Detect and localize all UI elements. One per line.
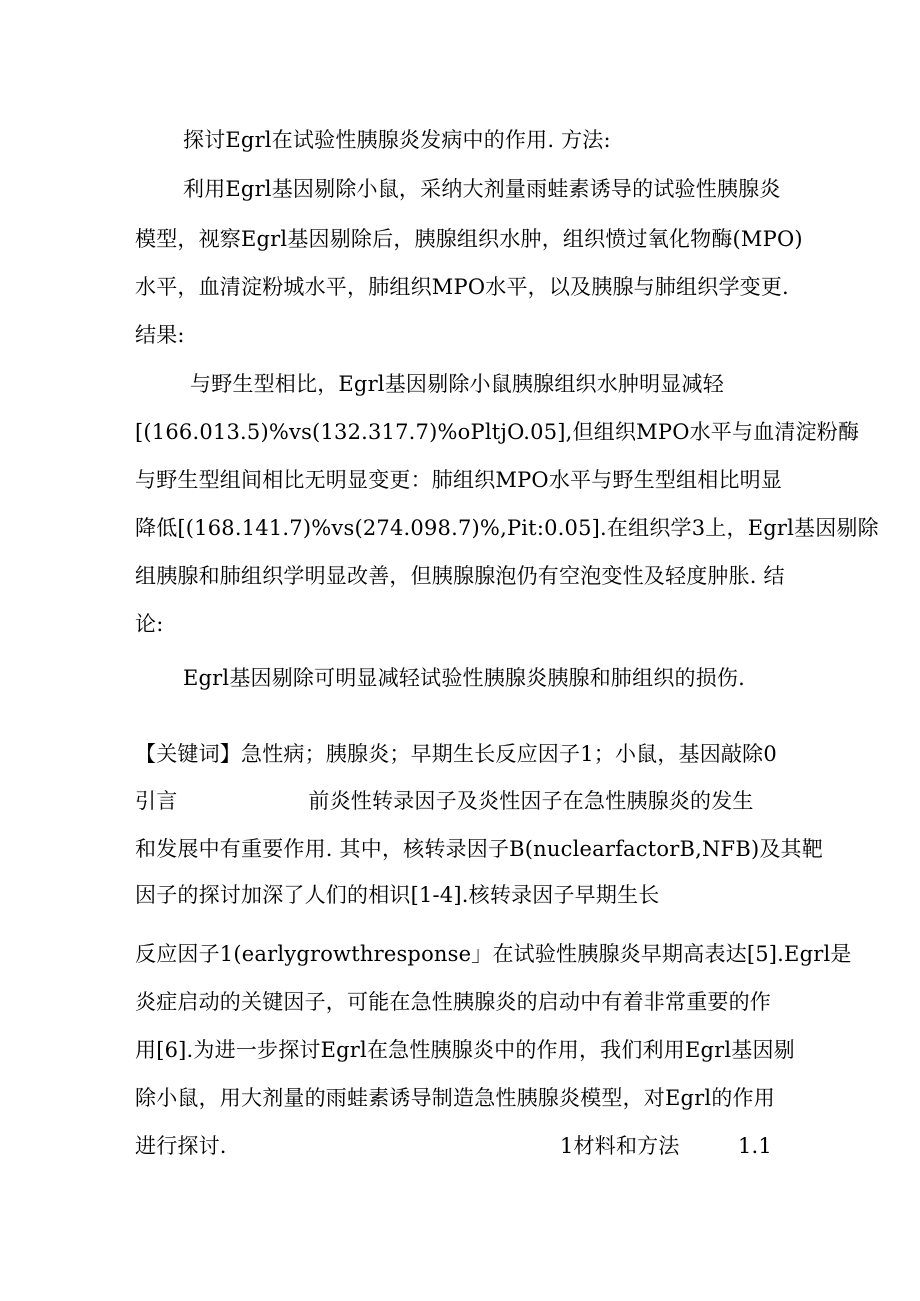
text-line: 组胰腺和肺组织学明显改善，但胰腺腺泡仍有空泡变性及轻度肿胀. 结 bbox=[135, 564, 785, 588]
text-line: [(166.013.5)%vs(132.317.7)%oPltjO.05],但组织MPO水平与血清淀粉酶 bbox=[135, 420, 860, 444]
subsection-number: 1.1 bbox=[738, 1134, 772, 1158]
text-line: 用[6].为进一步探讨Egrl在急性胰腺炎中的作用，我们利用Egrl基因剔 bbox=[135, 1038, 795, 1062]
keywords-line: 【关键词】急性病；胰腺炎；早期生长反应因子1；小鼠，基因敲除0 bbox=[135, 742, 777, 766]
text-line: 炎症启动的关键因子，可能在急性胰腺炎的启动中有着非常重要的作 bbox=[135, 990, 771, 1014]
intro-label: 引言 bbox=[135, 789, 178, 813]
text-line: 模型，视察Egrl基因剔除后，胰腺组织水肿，组织愤过氧化物酶(MPO) bbox=[135, 227, 803, 251]
text-line: 因子的探讨加深了人们的相识[1-4].核转录因子早期生长 bbox=[135, 883, 660, 907]
text-line: 探讨Egrl在试验性胰腺炎发病中的作用. 方法: bbox=[183, 128, 611, 152]
intro-text: 前炎性转录因子及炎性因子在急性胰腺炎的发生 bbox=[308, 789, 754, 813]
text-line: 利用Egrl基因剔除小鼠，采纳大剂量雨蛙素诱导的试验性胰腺炎 bbox=[183, 177, 781, 201]
text-line: 结果: bbox=[135, 323, 185, 347]
last-line-text: 进行探讨. bbox=[135, 1134, 227, 1158]
last-line bbox=[135, 1132, 227, 1160]
text-line: 除小鼠，用大剂量的雨蛙素诱导制造急性胰腺炎模型，对Egrl的作用 bbox=[135, 1086, 775, 1110]
text-line: 和发展中有重要作用. 其中，核转录因子B(nuclearfactorB,NFB)及其靶 bbox=[135, 837, 823, 861]
text-line: 反应因子1(earlygrowthresponse」在试验性胰腺炎早期高表达[5].Egrl是 bbox=[135, 942, 852, 966]
section-heading: 1材料和方法 bbox=[560, 1134, 680, 1158]
text-line: 降低[(168.141.7)%vs(274.098.7)%,Pit:0.05].在组织学3上，Egrl基因剔除 bbox=[135, 516, 879, 540]
text-line: 水平，血清淀粉城水平，肺组织MPO水平，以及胰腺与肺组织学变更. bbox=[135, 275, 789, 299]
text-line: 与野生型组间相比无明显变更：肺组织MPO水平与野生型组相比明显 bbox=[135, 468, 783, 492]
text-line: Egrl基因剔除可明显减轻试验性胰腺炎胰腺和肺组织的损伤. bbox=[183, 666, 746, 690]
text-line: 论: bbox=[135, 612, 164, 636]
text-line: 与野生型相比，Egrl基因剔除小鼠胰腺组织水肿明显减轻 bbox=[190, 372, 724, 396]
intro-line bbox=[135, 787, 754, 815]
